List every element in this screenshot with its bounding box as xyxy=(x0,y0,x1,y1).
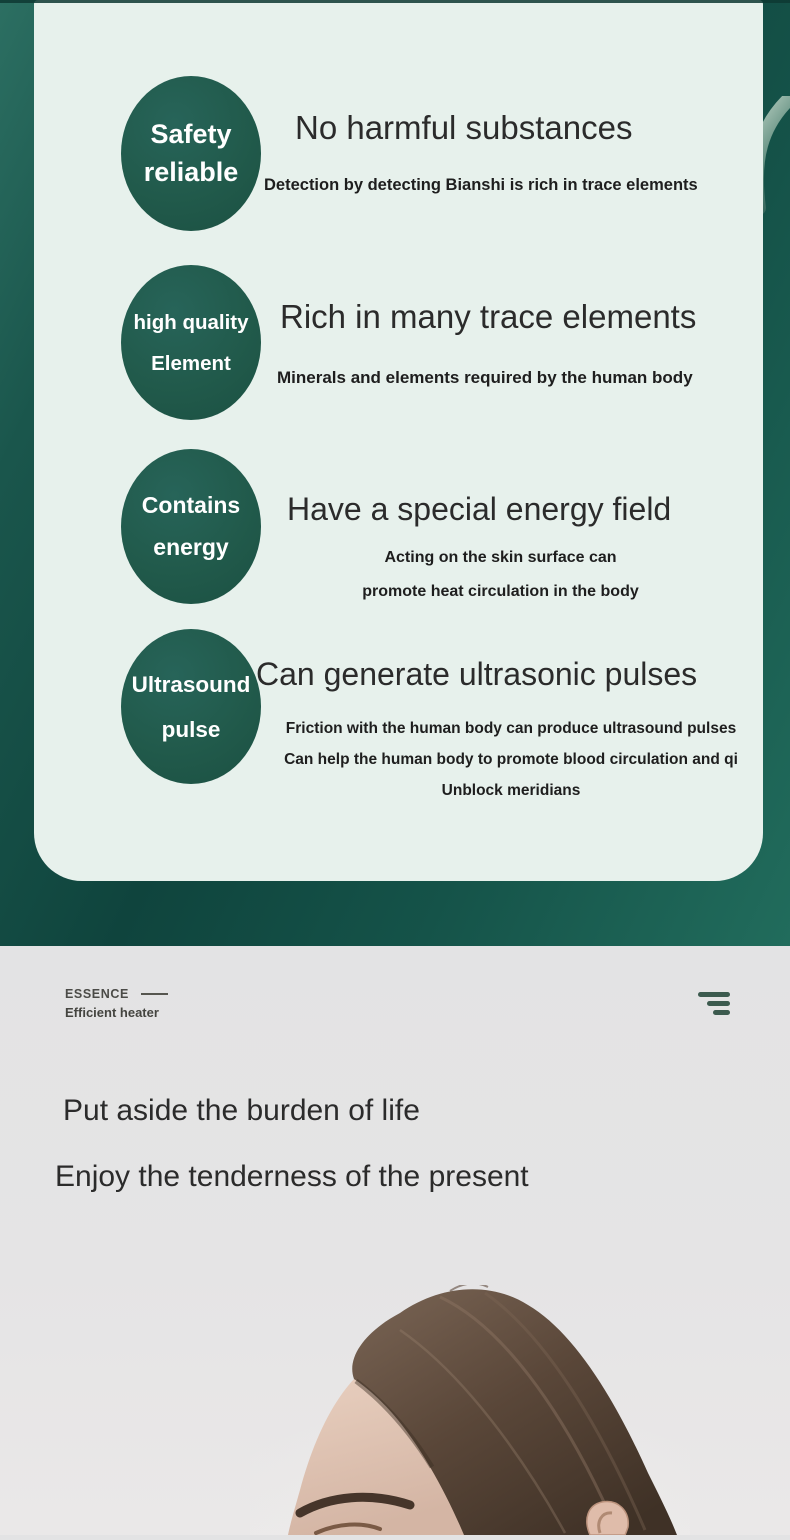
feature-subtext xyxy=(259,713,763,806)
subtext-line: Can help the human body to promote blood circulation and qi xyxy=(284,751,738,768)
brand-block xyxy=(65,987,168,1020)
feature-row-safety xyxy=(34,76,763,266)
bar-middle xyxy=(707,1001,730,1006)
subtext-line: Unblock meridians xyxy=(441,782,581,799)
bar-top xyxy=(698,992,730,997)
feature-heading: Have a special energy field xyxy=(287,491,672,527)
badge-line: pulse xyxy=(161,716,221,742)
feature-row-energy xyxy=(34,449,763,639)
subtext-line: Detection by detecting Bianshi is rich in trace elements xyxy=(264,176,698,194)
stacked-bars-icon xyxy=(698,992,730,1015)
brand-name: ESSENCE xyxy=(65,987,129,1001)
feature-row-ultrasound xyxy=(34,629,763,819)
badge-line: high quality xyxy=(133,310,249,334)
feature-badge-circle xyxy=(121,449,261,604)
bar-bottom xyxy=(713,1010,730,1015)
brand-tagline: Efficient heater xyxy=(65,1005,159,1020)
top-divider xyxy=(0,0,790,3)
brand-dash-rule xyxy=(141,993,168,995)
subtext-line: promote heat circulation in the body xyxy=(362,583,639,600)
feature-badge-circle xyxy=(121,76,261,231)
lifestyle-section xyxy=(0,946,790,1535)
subtext-line: Acting on the skin surface can xyxy=(384,549,617,566)
feature-subtext xyxy=(239,541,762,609)
feature-heading: Rich in many trace elements xyxy=(280,298,697,335)
subtext-line: Friction with the human body can produce ultrasound pulses xyxy=(285,720,737,737)
subtext-line: Minerals and elements required by the human body xyxy=(277,368,693,387)
badge-line: Contains xyxy=(141,492,241,519)
badge-line: Element xyxy=(151,351,231,375)
badge-line: Safety xyxy=(150,118,232,149)
feature-heading: No harmful substances xyxy=(295,109,633,146)
brand-row xyxy=(65,987,168,1001)
badge-line: reliable xyxy=(143,156,239,187)
feature-subtext xyxy=(277,368,693,388)
badge-line: Ultrasound xyxy=(131,671,251,697)
feature-subtext xyxy=(264,176,698,195)
headline-line1: Put aside the burden of life xyxy=(63,1094,420,1127)
features-card xyxy=(34,0,763,881)
feature-heading: Can generate ultrasonic pulses xyxy=(256,656,698,692)
woman-portrait-photo xyxy=(250,1285,690,1535)
badge-line: energy xyxy=(153,533,229,560)
feature-badge-circle xyxy=(121,265,261,420)
feature-row-element xyxy=(34,265,763,455)
feature-badge-circle xyxy=(121,629,261,784)
headline-line2: Enjoy the tenderness of the present xyxy=(55,1160,529,1193)
